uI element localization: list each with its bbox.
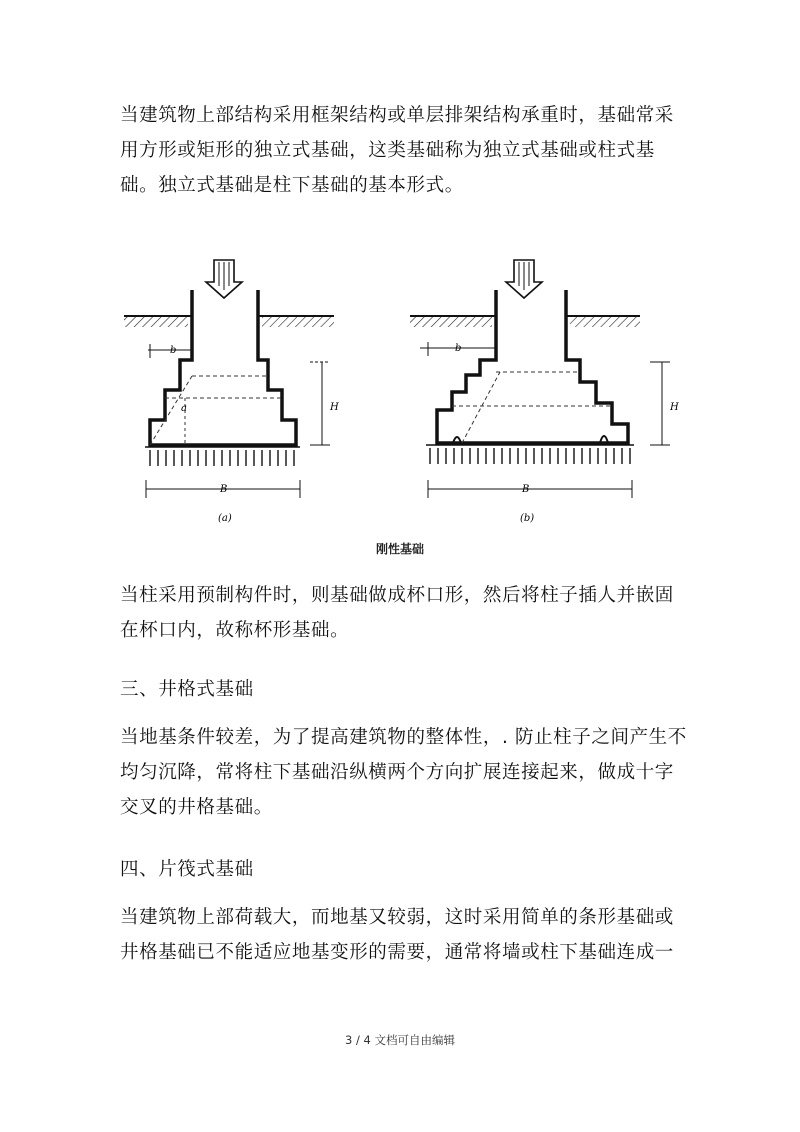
dim-H-label-b: H <box>670 402 679 413</box>
dim-B-label-b: B <box>522 484 530 495</box>
paragraph-cup-foundation: 当柱采用预制构件时，则基础做成杯口形，然后将柱子插人并嵌固在杯口内，故称杯形基础。 <box>120 585 674 641</box>
diagram-a <box>124 260 339 524</box>
diagram-a-label: (a) <box>218 513 232 524</box>
paragraph-grid-foundation: 当地基条件较差，为了提高建筑物的整体性，. 防止柱子之间产生不均匀沉降，常将柱下基础沿纵横两个方向扩展连接起来，做成十字交叉的井格基础。 <box>120 727 687 818</box>
figure-caption: 刚性基础 <box>375 542 424 556</box>
diagram-b <box>410 260 679 524</box>
dim-H-label-a: H <box>330 402 339 413</box>
dim-B-label-a: B <box>220 484 228 495</box>
paragraph-independent-foundation: 当建筑物上部结构采用框架结构或单层排架结构承重时，基础常采用方形或矩形的独立式基础，这类基础称为独立式基础或柱式基础。独立式基础是柱下基础的基本形式。 <box>120 105 674 196</box>
rigid-foundation-figure <box>0 240 800 540</box>
dim-b-label-a: b <box>170 345 177 356</box>
angle-label-a: a <box>181 403 187 414</box>
page-footer: 3 / 4 文档可自由编辑 <box>345 1033 455 1047</box>
dim-b-label-b: b <box>455 343 462 354</box>
paragraph-raft-foundation: 当建筑物上部荷载大，而地基又较弱，这时采用简单的条形基础或井格基础已不能适应地基变形的需要，通常将墙或柱下基础连成一 <box>120 907 674 963</box>
heading-grid-foundation: 三、井格式基础 <box>120 679 254 700</box>
diagram-b-label: (b) <box>520 513 535 524</box>
heading-raft-foundation: 四、片筏式基础 <box>120 859 254 880</box>
